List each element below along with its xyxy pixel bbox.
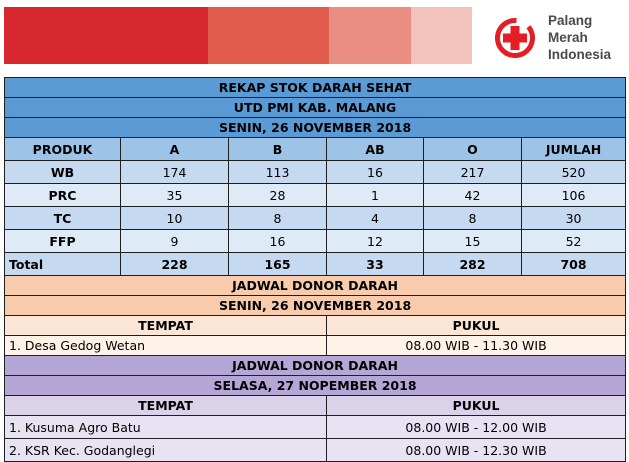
header-ab: AB <box>327 138 424 161</box>
pmi-logo-icon <box>494 17 536 59</box>
logo-line-3: Indonesia <box>548 47 612 62</box>
header-a: A <box>121 138 229 161</box>
cell-value: 16 <box>229 230 327 253</box>
cell-value: 106 <box>522 184 626 207</box>
cell-value: 8 <box>229 207 327 230</box>
schedule1-header-row <box>5 316 626 336</box>
cell-value: 217 <box>424 161 522 184</box>
schedule2-title-line-1: JADWAL DONOR DARAH <box>5 356 626 376</box>
cell-value: 9 <box>121 230 229 253</box>
pmi-logo-text <box>548 12 611 63</box>
place-cell: 2. KSR Kec. Godanglegi <box>5 439 327 462</box>
blood-stock-table <box>4 77 626 462</box>
total-value: 228 <box>121 253 229 276</box>
schedule2-header-row <box>5 396 626 416</box>
banner-block-2 <box>208 7 329 64</box>
header-b: B <box>229 138 327 161</box>
cell-value: 15 <box>424 230 522 253</box>
cell-value: 12 <box>327 230 424 253</box>
table-row <box>5 207 626 230</box>
cell-value: 52 <box>522 230 626 253</box>
total-value: 282 <box>424 253 522 276</box>
schedule2-title-line-2: SELASA, 27 NOPEMBER 2018 <box>5 376 626 396</box>
cell-value: 113 <box>229 161 327 184</box>
stock-title-line-2: UTD PMI KAB. MALANG <box>5 98 626 118</box>
banner-block-4 <box>411 7 472 64</box>
header-jumlah: JUMLAH <box>522 138 626 161</box>
total-value: 708 <box>522 253 626 276</box>
header-produk: PRODUK <box>5 138 121 161</box>
cell-value: 28 <box>229 184 327 207</box>
list-item <box>5 439 626 462</box>
cell-value: 10 <box>121 207 229 230</box>
cell-value: 35 <box>121 184 229 207</box>
header-tempat: TEMPAT <box>5 316 327 336</box>
product-name: WB <box>5 161 121 184</box>
header-pukul: PUKUL <box>327 396 626 416</box>
time-cell: 08.00 WIB - 12.30 WIB <box>327 439 626 462</box>
cell-value: 520 <box>522 161 626 184</box>
header-o: O <box>424 138 522 161</box>
product-name: TC <box>5 207 121 230</box>
header-pukul: PUKUL <box>327 316 626 336</box>
place-cell: 1. Kusuma Agro Batu <box>5 416 327 439</box>
banner-block-1 <box>4 7 208 64</box>
cell-value: 4 <box>327 207 424 230</box>
cell-value: 1 <box>327 184 424 207</box>
cell-value: 42 <box>424 184 522 207</box>
table-row <box>5 184 626 207</box>
cell-value: 30 <box>522 207 626 230</box>
list-item <box>5 416 626 439</box>
logo-line-1: Palang <box>548 13 593 28</box>
total-label: Total <box>5 253 121 276</box>
product-name: PRC <box>5 184 121 207</box>
place-cell: 1. Desa Gedog Wetan <box>5 336 327 356</box>
cell-value: 16 <box>327 161 424 184</box>
schedule1-title-line-2: SENIN, 26 NOVEMBER 2018 <box>5 296 626 316</box>
table-row <box>5 230 626 253</box>
list-item <box>5 336 626 356</box>
product-name: FFP <box>5 230 121 253</box>
total-value: 33 <box>327 253 424 276</box>
total-row <box>5 253 626 276</box>
stock-header-row <box>5 138 626 161</box>
cell-value: 8 <box>424 207 522 230</box>
schedule1-title-line-1: JADWAL DONOR DARAH <box>5 276 626 296</box>
table-row <box>5 161 626 184</box>
cell-value: 174 <box>121 161 229 184</box>
stock-title-line-1: REKAP STOK DARAH SEHAT <box>5 78 626 98</box>
stock-title-line-3: SENIN, 26 NOVEMBER 2018 <box>5 118 626 138</box>
logo-line-2: Merah <box>548 30 588 45</box>
header-tempat: TEMPAT <box>5 396 327 416</box>
time-cell: 08.00 WIB - 12.00 WIB <box>327 416 626 439</box>
banner-block-3 <box>329 7 411 64</box>
time-cell: 08.00 WIB - 11.30 WIB <box>327 336 626 356</box>
total-value: 165 <box>229 253 327 276</box>
